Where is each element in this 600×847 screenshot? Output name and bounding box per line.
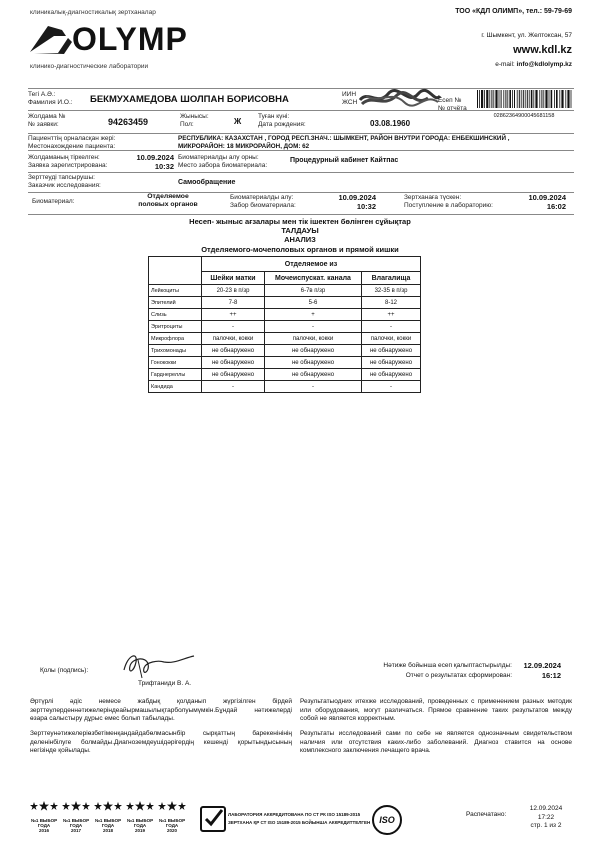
patient-name: БЕКМУХАМЕДОВА ШОЛПАН БОРИСОВНА — [90, 94, 289, 105]
stars-icon — [158, 801, 186, 813]
name-label-kz: Тегі А.Ә.: — [28, 91, 56, 98]
award-title: ВЫБОР — [135, 818, 154, 823]
accreditation-line-2: ЗЕРТХАНА ҚР СТ ISO 15189-2015 БОЙЫНША АККРЕДИТТЕЛГЕН — [228, 820, 371, 825]
registered-label-ru: Заявка зарегистрирована: — [28, 162, 108, 169]
group-header: Отделяемое из — [202, 257, 421, 272]
report-formed-date: 12.09.2024 — [523, 661, 561, 670]
table-row — [149, 333, 421, 345]
biomaterial-line-1: Отделяемое — [147, 193, 189, 200]
result-cell: палочки, кокки — [362, 333, 421, 345]
row-label: Эритроциты — [149, 321, 202, 333]
report-label-ru: № отчёта — [438, 105, 467, 112]
signature-scribble-icon — [118, 648, 198, 680]
accreditation-text — [228, 811, 370, 827]
result-cell: не обнаружено — [362, 369, 421, 381]
award-title: ВЫБОР — [103, 818, 122, 823]
row-label: Эпителий — [149, 297, 202, 309]
result-cell: палочки, кокки — [202, 333, 265, 345]
biomaterial-line-2: половых органов — [138, 201, 198, 208]
result-cell: 32-35 в п/зр — [362, 285, 421, 297]
disclaimer-kz-1: Әртүрлі әдіс немесе жабдық қолданып жүргізілген бірдей зерттеулерденнәтижелеріндеайырмашылықтарболуымүмкін.Бұндай нәтижелерді өзара салыстыру дұрыс емес болып табылады. — [30, 698, 292, 722]
table-row — [149, 297, 421, 309]
row-label: Микрофлора — [149, 333, 202, 345]
stars-icon — [94, 801, 122, 813]
result-cell: не обнаружено — [202, 345, 265, 357]
row-label: Лейкоциты — [149, 285, 202, 297]
award-year: 2017 — [70, 828, 81, 833]
lab-label-kz: Зертханаға түскен: — [404, 194, 462, 201]
table-row — [149, 357, 421, 369]
birth-label-ru: Дата рождения: — [258, 121, 306, 128]
registered-time: 10:32 — [154, 162, 174, 171]
disclaimer-kz-2: Зерттеунәтижелеріөзбетіменқандайдабөлмасынбір сырқаттың барекенінінің деленінбілуге болмайды.Диагноземдеушідәрігердің кешенді қорытындысының негізінде қойылады. — [30, 730, 292, 754]
award-year: 2016 — [38, 828, 49, 833]
company-line: ТОО «КДЛ ОЛИМП», тел.: 59-79-69 — [455, 8, 572, 15]
result-cell: не обнаружено — [362, 345, 421, 357]
stars-icon — [62, 801, 90, 813]
lab-label-ru: Поступление в лабораторию: — [404, 202, 493, 209]
collect-place-label-ru: Место забора биоматериала: — [178, 162, 268, 169]
table-corner — [149, 257, 202, 285]
table-row — [149, 285, 421, 297]
company-email — [495, 61, 572, 68]
patient-info-block — [28, 88, 574, 214]
report-formed-datetime — [515, 661, 561, 681]
email-link[interactable]: info@kdlolymp.kz — [516, 61, 572, 68]
iin-label-ru: ЖСН — [342, 99, 358, 106]
signature-label: Қолы (подпись): — [40, 667, 89, 674]
collect-place-label-kz: Биоматериалды алу орны: — [178, 154, 259, 161]
result-cell: 8-12 — [362, 297, 421, 309]
sex-label-ru: Пол: — [180, 121, 194, 128]
analysis-title-kz-2: ТАЛДАУЫ — [281, 226, 319, 235]
printed-info — [520, 805, 572, 831]
award-badge — [30, 800, 58, 833]
result-cell: 5-6 — [265, 297, 362, 309]
checkmark-icon — [200, 806, 226, 832]
collect-label-ru: Забор биоматериала: — [230, 202, 296, 209]
table-row — [149, 309, 421, 321]
name-label-ru: Фамилия И.О.: — [28, 99, 73, 106]
iso-logo: ISO — [372, 805, 402, 835]
award-year: 2020 — [166, 828, 177, 833]
disclaimer-ru-1: Результатыодних итехже исследований, проведенных с применением разных методик или оборудования, могут различаться. Прямое сравнение таких результатов между собой не является корректным. — [300, 698, 572, 722]
biomaterial-label: Биоматериал: — [32, 198, 75, 205]
report-formed-labels — [352, 661, 512, 681]
result-cell: 7-8 — [202, 297, 265, 309]
results-body — [149, 285, 421, 393]
award-title: ВЫБОР — [71, 818, 90, 823]
result-cell: - — [362, 381, 421, 393]
award-subtitle: ГОДА — [69, 823, 83, 828]
order-label-kz: Жолдама № — [28, 113, 66, 120]
row-label: Трихомонады — [149, 345, 202, 357]
location-label-kz: Пациенттің орналасқан жері: — [28, 135, 116, 142]
result-cell: не обнаружено — [265, 345, 362, 357]
result-cell: не обнаружено — [362, 357, 421, 369]
signature-mark — [118, 648, 198, 680]
printed-label: Распечатано: — [466, 811, 507, 818]
result-cell: ++ — [362, 309, 421, 321]
results-table — [148, 256, 421, 393]
location-label-ru: Местонахождение пациента: — [28, 143, 116, 150]
olymp-logo — [28, 20, 198, 58]
order-label-ru: № заявки: — [28, 121, 59, 128]
birth-label-kz: Туған күні: — [258, 113, 290, 120]
result-cell: ++ — [202, 309, 265, 321]
stars-icon — [30, 801, 58, 813]
result-cell: 20-23 в п/зр — [202, 285, 265, 297]
customer-label-kz: Зерттеуді тапсырушы: — [28, 174, 95, 181]
award-title: ВЫБОР — [167, 818, 186, 823]
analysis-title-ru-2: Отделяемого-мочеполовых органов и прямой кишки — [201, 245, 399, 254]
result-cell: + — [265, 309, 362, 321]
printed-date: 12.09.2024 — [529, 805, 563, 812]
award-rank: №1 — [126, 818, 135, 823]
table-row — [149, 381, 421, 393]
location-line-1: РЕСПУБЛИКА: КАЗАХСТАН , ГОРОД РЕСП.ЗНАЧ.: ШЫМКЕНТ, РАЙОН ВНУТРИ ГОРОДА: ЕНБЕКШИНСКИЙ , — [178, 135, 510, 142]
analysis-title-kz-1: Несеп- жыныс ағзалары мен тік ішектен бөлінген сұйықтар — [189, 217, 411, 226]
collect-time: 10:32 — [356, 202, 376, 211]
row-label: Гонококки — [149, 357, 202, 369]
collect-label-kz: Биоматериалды алу: — [230, 194, 294, 201]
barcode — [476, 90, 572, 119]
signature-name: Трифтаниди В. А. — [138, 680, 192, 687]
award-subtitle: ГОДА — [101, 823, 115, 828]
lab-datetime — [516, 193, 566, 211]
accreditation-line-1: ЛАБОРАТОРИЯ АККРЕДИТОВАНА ПО СТ РК ISO 15189-2015 — [228, 812, 361, 817]
result-cell: - — [265, 381, 362, 393]
report-formed-time: 16:12 — [541, 671, 561, 680]
registered-label-kz: Жолдаманың тіркелген: — [28, 154, 100, 161]
award-title: ВЫБОР — [39, 818, 58, 823]
award-badge — [62, 800, 90, 833]
column-header: Шейки матки — [202, 272, 265, 285]
row-label: Гарднереллы — [149, 369, 202, 381]
customer-value: Самообращение — [178, 179, 236, 186]
barcode-number: 02862364900045681158 — [493, 113, 555, 119]
award-year: 2019 — [134, 828, 145, 833]
biomaterial-value — [128, 193, 208, 209]
registered-date: 10.09.2024 — [136, 153, 174, 162]
lab-time: 16:02 — [546, 202, 566, 211]
disclaimer-ru-2: Результаты исследований сами по себе не является однозначным свидетельством наличия или отсутствия каких-либо заболеваний. Диагноз ставится на основе комплексного заключения лечащего врача. — [300, 730, 572, 754]
analysis-title-ru-1: АНАЛИЗ — [284, 235, 316, 244]
birth-date: 03.08.1960 — [370, 119, 411, 128]
award-rank: №1 — [30, 818, 39, 823]
award-rank: №1 — [62, 818, 71, 823]
report-formed-label-kz: Нәтиже бойынша есеп қалыптастырылды: — [383, 662, 512, 669]
award-year: 2018 — [102, 828, 113, 833]
patient-location — [178, 135, 509, 151]
order-number: 94263459 — [108, 117, 149, 127]
row-label: Кандида — [149, 381, 202, 393]
page-indicator: стр. 1 из 2 — [530, 822, 562, 829]
result-cell: - — [202, 321, 265, 333]
award-subtitle: ГОДА — [133, 823, 147, 828]
award-rank: №1 — [94, 818, 103, 823]
award-subtitle: ГОДА — [37, 823, 51, 828]
lab-date: 10.09.2024 — [528, 193, 566, 202]
result-cell: - — [202, 381, 265, 393]
header-top-text: клиникалық-диагностикалық зертханалар — [30, 9, 156, 16]
company-website[interactable]: www.kdl.kz — [513, 44, 572, 56]
collect-date: 10.09.2024 — [338, 193, 376, 202]
header-bottom-text: клинико-диагностические лаборатории — [30, 63, 149, 70]
table-row — [149, 369, 421, 381]
result-cell: не обнаружено — [202, 369, 265, 381]
report-label-kz: Есеп № — [438, 97, 462, 104]
sex-value: Ж — [234, 117, 242, 126]
stars-icon — [126, 801, 154, 813]
report-formed-label-ru: Отчет о результатах сформирован: — [405, 672, 512, 679]
result-cell: не обнаружено — [202, 357, 265, 369]
result-cell: 6-7в п/зр — [265, 285, 362, 297]
location-line-2: МИКРОРАЙОН: 18 МИКРОРАЙОН, ДОМ: 62 — [178, 143, 310, 150]
result-cell: палочки, кокки — [265, 333, 362, 345]
logo-text: OLYMP — [72, 21, 188, 57]
result-cell: - — [265, 321, 362, 333]
email-label: e-mail: — [495, 61, 517, 68]
award-rank: №1 — [158, 818, 167, 823]
sex-label-kz: Жынысы: — [180, 113, 209, 120]
company-address: г. Шымкент, ул. Желтоксан, 57 — [481, 32, 572, 39]
table-row — [149, 321, 421, 333]
iin-label: ИИН — [342, 91, 357, 98]
award-badge — [94, 800, 122, 833]
awards-row — [30, 800, 190, 834]
row-label: Слизь — [149, 309, 202, 321]
result-cell: не обнаружено — [265, 357, 362, 369]
column-header: Мочеиспускат. канала — [265, 272, 362, 285]
redacted-iin-scribble — [358, 88, 442, 110]
registered-datetime — [132, 153, 174, 171]
customer-label-ru: Заказчик исследования: — [28, 182, 101, 189]
table-row — [149, 345, 421, 357]
barcode-icon — [476, 90, 572, 108]
award-badge — [158, 800, 186, 833]
collect-datetime — [326, 193, 376, 211]
result-cell: - — [362, 321, 421, 333]
collect-place: Процедурный кабинет Кайтпас — [290, 157, 399, 164]
award-subtitle: ГОДА — [165, 823, 179, 828]
award-badge — [126, 800, 154, 833]
printed-time: 17:22 — [537, 813, 555, 821]
result-cell: не обнаружено — [265, 369, 362, 381]
column-header: Влагалища — [362, 272, 421, 285]
